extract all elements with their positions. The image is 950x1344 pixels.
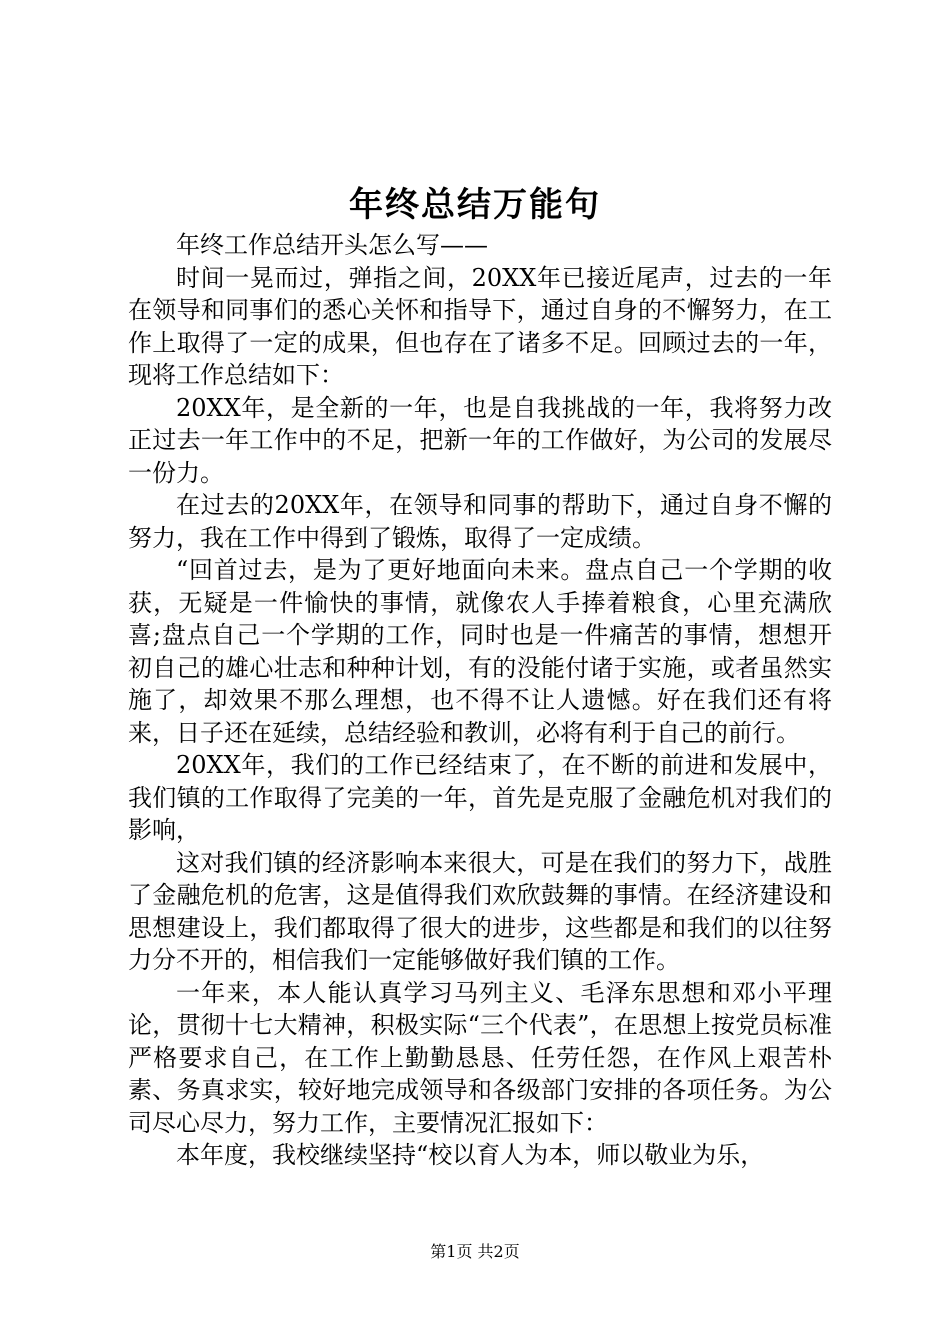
page-footer: 第1页 共2页: [430, 1242, 520, 1261]
paragraph-5: “回首过去，是为了更好地面向未来。盘点自己一个学期的收获，无疑是一件愉快的事情，就像农人手捧着粮食，心里充满欣喜;盘点自己一个学期的工作，同时也是一件痛苦的事情，想想开初自己的雄心壮志和种种计划，有的没能付诸于实施，或者虽然实施了，却效果不那么理想，也不得不让人遗憾。好在我们还有将来，日子还在延续，总结经验和教训，必将有利于自己的前行。: [128, 556, 832, 747]
paragraph-4: 在过去的20XX年，在领导和同事的帮助下，通过自身不懈的努力，我在工作中得到了锻炼，取得了一定成绩。: [128, 491, 832, 552]
document-body: [128, 229, 832, 1172]
document-title: 年终总结万能句: [349, 185, 601, 225]
paragraph-7: 这对我们镇的经济影响本来很大，可是在我们的努力下，战胜了金融危机的危害，这是值得我们欢欣鼓舞的事情。在经济建设和思想建设上，我们都取得了很大的进步，这些都是和我们的以往努力分不开的，相信我们一定能够做好我们镇的工作。: [128, 848, 832, 974]
paragraph-3: 20XX年，是全新的一年，也是自我挑战的一年，我将努力改正过去一年工作中的不足，把新一年的工作做好，为公司的发展尽一份力。: [128, 393, 832, 487]
paragraph-8: 一年来，本人能认真学习马列主义、毛泽东思想和邓小平理论，贯彻十七大精神，积极实际“三个代表”，在思想上按党员标准严格要求自己，在工作上勤勤恳恳、任劳任怨，在作风上艰苦朴素、务真求实，较好地完成领导和各级部门安排的各项任务。为公司尽心尽力，努力工作，主要情况汇报如下：: [128, 978, 832, 1137]
paragraph-2: 时间一晃而过，弹指之间，20XX年已接近尾声，过去的一年在领导和同事们的悉心关怀和指导下，通过自身的不懈努力，在工作上取得了一定的成果，但也存在了诸多不足。回顾过去的一年，现将工作总结如下：: [128, 263, 832, 389]
paragraph-1: 年终工作总结开头怎么写——: [176, 231, 488, 259]
paragraph-9: 本年度，我校继续坚持“校以育人为本，师以敬业为乐，: [176, 1141, 765, 1169]
paragraph-6: 20XX年，我们的工作已经结束了，在不断的前进和发展中，我们镇的工作取得了完美的一年，首先是克服了金融危机对我们的影响，: [128, 751, 832, 844]
